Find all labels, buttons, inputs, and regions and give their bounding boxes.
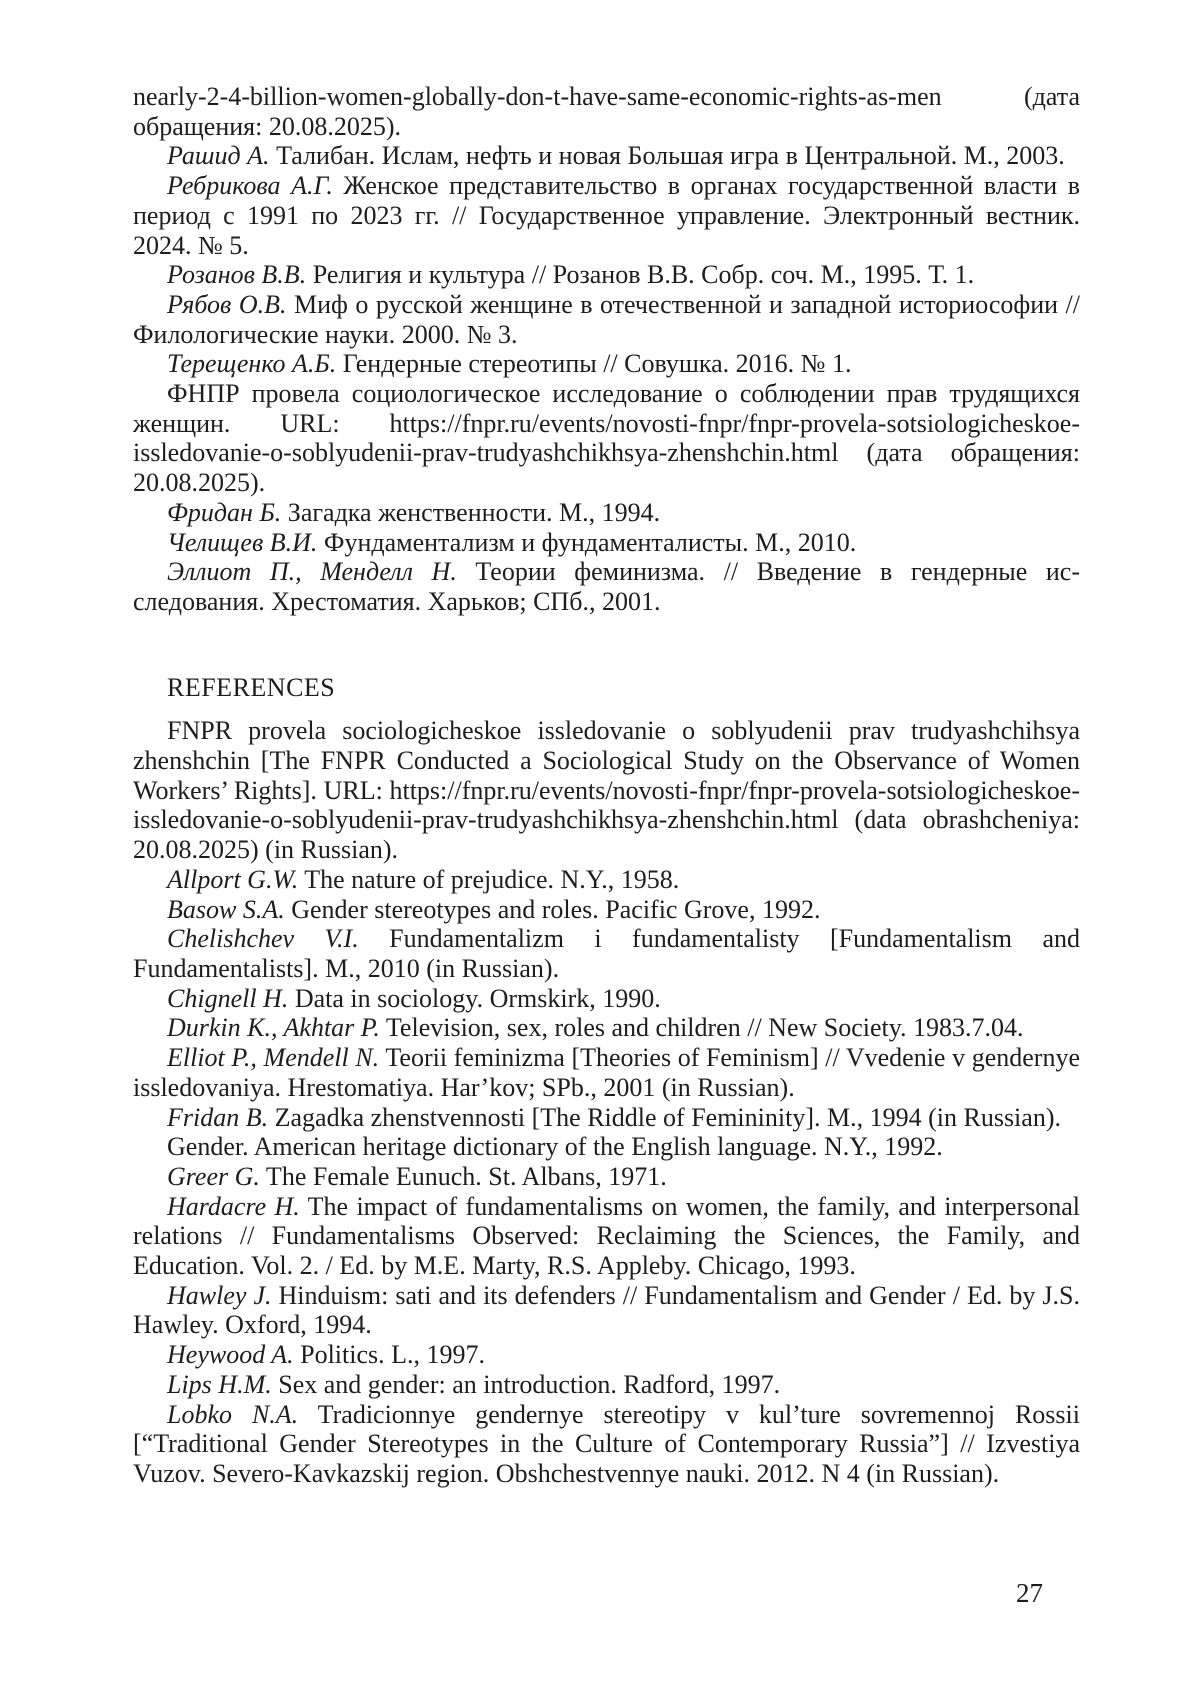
bibliography-entry <box>133 1281 1080 1340</box>
entry-text: Hinduism: sati and its defenders // Fundamentalism and Gender / Ed. by J.S. Hawley. Oxford, 1994. <box>133 1280 1080 1340</box>
entry-text: The nature of prejudice. N.Y., 1958. <box>298 864 680 894</box>
author-name: Розанов В.В. <box>167 260 307 290</box>
bibliography-entry <box>133 1340 1080 1370</box>
entry-text: Tradicionnye gendernye stereotipy v kul’ture sovremennoj Rossii [“Traditional Gender Stereotypes in the Culture of Contemporary Russia”] // Izvestiya Vuzov. Severo-Kavkazskij region. Obshchestvennye nauki. 2012. N 4 (in Russian). <box>133 1399 1080 1488</box>
entry-text: Gender stereotypes and roles. Pacific Grove, 1992. <box>284 894 821 924</box>
bibliography-entry <box>133 1370 1080 1400</box>
bibliography-entry <box>133 1400 1080 1489</box>
author-name: Рябов О.В. <box>167 289 287 319</box>
bibliography-entry <box>133 528 1080 558</box>
author-name: Hawley J. <box>167 1280 272 1310</box>
page-number: 27 <box>1016 1578 1043 1608</box>
author-name: Durkin K., Akhtar P. <box>167 1013 380 1043</box>
references-heading: REFERENCES <box>167 672 336 702</box>
entry-text: Politics. L., 1997. <box>293 1340 486 1370</box>
author-name: Basow S.A. <box>167 894 285 924</box>
bibliography-entry <box>133 557 1080 616</box>
author-name: Lobko N.A. <box>167 1399 299 1429</box>
author-name: Ребрикова А.Г. <box>167 171 333 201</box>
bibliography-entry <box>133 1043 1080 1102</box>
bibliography-entry <box>133 924 1080 983</box>
entry-text: Gender. American heritage dictionary of the English language. N.Y., 1992. <box>167 1132 943 1162</box>
author-name: Chelishchev V.I. <box>167 924 359 954</box>
entry-text: Фундаментализм и фундаменталисты. М., 2010. <box>317 527 857 557</box>
entry-text: Data in sociology. Ormskirk, 1990. <box>288 983 661 1013</box>
entry-text: Television, sex, roles and children // New Society. 1983.7.04. <box>379 1013 1024 1043</box>
bibliography-content <box>133 82 1080 1489</box>
bibliography-entry <box>133 1132 1080 1162</box>
entry-text: Zagadka zhenstvennosti [The Riddle of Femininity]. M., 1994 (in Russian). <box>268 1102 1061 1132</box>
bibliography-english-section <box>133 716 1080 1488</box>
entry-text: Женское представительство в органах государственной власти в период с 1991 по 2023 гг. // Государственное управление. Электронный вестник. 2024. № 5. <box>133 171 1080 260</box>
author-name: Elliot P., Mendell N. <box>167 1043 380 1073</box>
bibliography-entry <box>133 1162 1080 1192</box>
bibliography-entry <box>133 984 1080 1014</box>
bibliography-entry <box>133 1192 1080 1281</box>
author-name: Chignell H. <box>167 983 289 1013</box>
entry-text: The Female Eunuch. St. Albans, 1971. <box>259 1161 667 1191</box>
author-name: Allport G.W. <box>167 864 299 894</box>
entry-text: Гендерные стереотипы // Совушка. 2016. № 1. <box>336 349 852 379</box>
author-name: Рашид А. <box>167 141 270 171</box>
entry-text: ФНПР провела социологическое исследование о соблюдении прав трудящихся женщин. URL: https://fnpr.ru/events/novosti-fnpr/fnpr-provela-sotsiologicheskoe-issledovanie-o-soblyudenii-prav-trudyashchikhsya-zhenshchin.html (дата обращения: 20.08.2025). <box>133 379 1080 498</box>
entry-text: Загадка женственности. М., 1994. <box>281 497 661 527</box>
entry-text: The impact of fundamentalisms on women, the family, and interpersonal relations // Fundamentalisms Observed: Reclaiming the Sciences, the Family, and Education. Vol. 2. / Ed. by M.E. Marty, R.S. Appleby. Chicago, 1993. <box>133 1191 1080 1281</box>
author-name: Челищев В.И. <box>167 527 318 557</box>
bibliography-entry <box>133 171 1080 260</box>
author-name: Greer G. <box>167 1161 260 1191</box>
author-name: Hardacre H. <box>167 1191 300 1221</box>
entry-text: Миф о русской женщине в отечественной и западной историософии // Филологические науки. 2000. № 3. <box>133 289 1080 349</box>
bibliography-entry <box>133 290 1080 349</box>
entry-text: Религия и культура // Розанов В.В. Собр. соч. М., 1995. Т. 1. <box>306 260 975 290</box>
entry-text: nearly-2-4-billion-women-globally-don-t-have-same-economic-rights-as-men (дата обращения: 20.08.2025). <box>133 82 1080 141</box>
bibliography-entry <box>133 349 1080 379</box>
bibliography-entry <box>133 141 1080 171</box>
bibliography-entry <box>133 865 1080 895</box>
bibliography-entry <box>133 379 1080 498</box>
author-name: Эллиот П., Менделл Н. <box>167 557 457 587</box>
bibliography-entry <box>133 498 1080 528</box>
author-name: Фридан Б. <box>167 497 282 527</box>
author-name: Терещенко А.Б. <box>167 349 337 379</box>
entry-text: Талибан. Ислам, нефть и новая Большая игра в Центральной. М., 2003. <box>269 141 1065 171</box>
author-name: Fridan B. <box>167 1102 269 1132</box>
entry-text: Fundamentalizm i fundamentalisty [Fundamentalism and Fundamentalists]. M., 2010 (in Russian). <box>133 924 1080 983</box>
author-name: Lips H.M. <box>167 1369 272 1399</box>
bibliography-entry <box>133 82 1080 141</box>
bibliography-entry <box>133 716 1080 865</box>
bibliography-entry <box>133 1103 1080 1133</box>
bibliography-russian-section <box>133 82 1080 617</box>
bibliography-entry <box>133 1013 1080 1043</box>
author-name: Heywood A. <box>167 1340 294 1370</box>
bibliography-entry <box>133 895 1080 925</box>
entry-text: FNPR provela sociologicheskoe issledovanie o soblyudenii prav trudyashchihsya zhenshchin [The FNPR Conducted a Sociological Study on the Observance of Women Workers’ Rights]. URL: https://fnpr.ru/events/novosti-fnpr/fnpr-provela-sotsiologicheskoe-issledovanie-o-soblyudenii-prav-trudyashchikhsya-zhenshchin.html (data obrashcheniya: 20.08.2025) (in Russian). <box>133 716 1080 865</box>
bibliography-entry <box>133 260 1080 290</box>
entry-text: Теории феминизма. // Введение в гендерные исследования. Хрестоматия. Харьков; СПб., 2001. <box>133 557 1080 616</box>
entry-text: Teorii feminizma [Theories of Feminism] // Vvedenie v gendernye issledovaniya. Hrestomatiya. Har’kov; SPb., 2001 (in Russian). <box>133 1043 1080 1102</box>
entry-text: Sex and gender: an introduction. Radford, 1997. <box>271 1369 781 1399</box>
